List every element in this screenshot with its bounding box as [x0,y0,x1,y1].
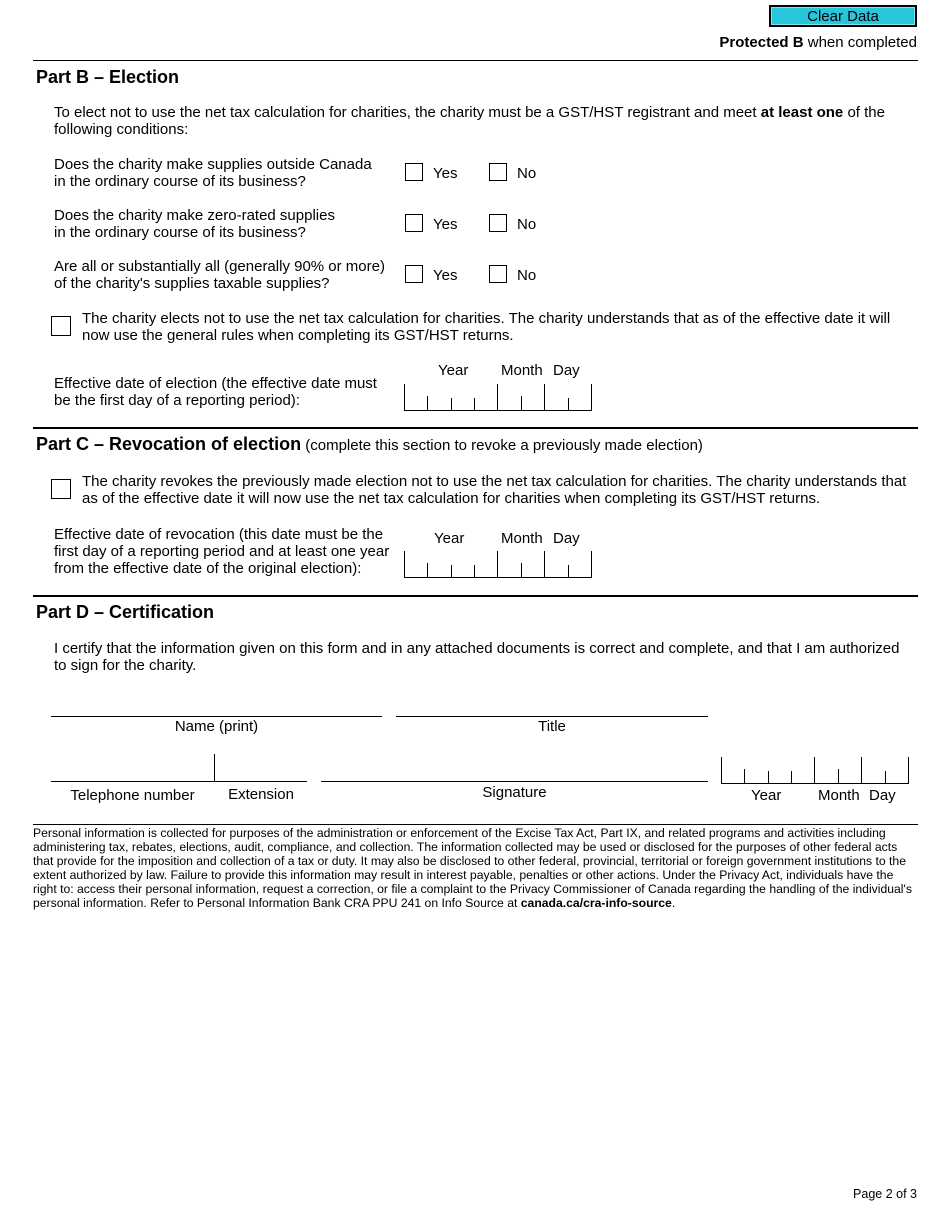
question-taxable-supplies-line2: of the charity's supplies taxable supplies? [54,275,330,292]
title-input[interactable] [396,716,708,717]
revocation-day-label: Day [553,530,580,547]
election-month-label: Month [501,362,543,379]
revocation-date-label-line3: from the effective date of the original election): [54,560,362,577]
election-date-label-line2: be the first day of a reporting period): [54,392,300,409]
certification-year-label: Year [751,787,782,804]
revocation-checkbox[interactable] [51,479,71,499]
election-year-label: Year [438,362,469,379]
taxable-supplies-no-checkbox[interactable] [489,265,507,283]
taxable-supplies-yes-checkbox[interactable] [405,265,423,283]
election-date-label [54,375,377,409]
part-c-title: Part C – Revocation of election [36,434,302,454]
revocation-year-label: Year [434,530,465,547]
part-b-intro [54,104,914,138]
privacy-end: . [671,896,676,910]
election-statement: The charity elects not to use the net tax calculation for charities. The charity understands that as of the effective date it will now use the general rules when completing its GST/HST returns. [82,310,891,344]
privacy-notice [33,826,918,910]
outside-canada-yes-label: Yes [433,165,458,182]
election-date-label-line1: Effective date of election (the effective date must [54,375,377,392]
part-c-heading [36,434,703,455]
election-checkbox[interactable] [51,316,71,336]
part-b-intro-bold: at least one [760,104,844,121]
certify-statement: I certify that the information given on this form and in any attached documents is correct and complete, and that I am authorized to sign for the charity. [54,640,900,674]
taxable-supplies-yes-label: Yes [433,267,458,284]
zero-rated-no-checkbox[interactable] [489,214,507,232]
privacy-divider [33,824,918,825]
revocation-date-input[interactable] [404,551,592,578]
zero-rated-yes-checkbox[interactable] [405,214,423,232]
question-outside-canada-line1: Does the charity make supplies outside Canada [54,156,372,173]
extension-label: Extension [228,786,294,803]
question-zero-rated-line1: Does the charity make zero-rated supplies [54,207,335,224]
part-b-intro-pre: To elect not to use the net tax calculation for charities, the charity must be a GST/HST registrant and meet [54,104,761,121]
election-day-label: Day [553,362,580,379]
question-taxable-supplies-line1: Are all or substantially all (generally 90% or more) [54,258,385,275]
page-number: Page 2 of 3 [853,1187,917,1201]
outside-canada-yes-checkbox[interactable] [405,163,423,181]
privacy-link[interactable]: canada.ca/cra-info-source [520,896,672,910]
title-label: Title [538,718,566,735]
header-divider [33,60,918,61]
telephone-label: Telephone number [70,787,195,804]
outside-canada-no-label: No [517,165,537,182]
revocation-month-label: Month [501,530,543,547]
extension-input[interactable] [215,781,307,782]
revocation-date-label [54,526,389,577]
part-c-note: (complete this section to revoke a previously made election) [301,437,703,454]
signature-input[interactable] [321,781,708,782]
signature-label: Signature [482,784,547,801]
protected-b-notice [719,34,917,51]
name-input[interactable] [51,716,382,717]
revocation-date-label-line2: first day of a reporting period and at least one year [54,543,390,560]
protected-b-label: Protected B [719,34,804,51]
election-date-input[interactable] [404,384,592,411]
certification-month-label: Month [818,787,860,804]
question-zero-rated-line2: in the ordinary course of its business? [54,224,306,241]
part-b-intro-post: of the following conditions: [54,104,885,138]
clear-data-button[interactable]: Clear Data [769,5,917,27]
question-outside-canada [54,156,372,190]
name-label: Name (print) [174,718,259,735]
outside-canada-no-checkbox[interactable] [489,163,507,181]
part-b-title: Part B – Election [36,67,180,87]
question-zero-rated [54,207,335,241]
telephone-extension-separator [214,754,215,782]
certification-day-label: Day [869,787,896,804]
telephone-input[interactable] [51,781,214,782]
part-d-divider [33,595,918,597]
protected-b-suffix: when completed [803,34,917,51]
part-c-divider [33,427,918,429]
zero-rated-no-label: No [517,216,537,233]
taxable-supplies-no-label: No [517,267,537,284]
privacy-text: Personal information is collected for purposes of the administration or enforcement of the Excise Tax Act, Part IX, and related programs and activities including administering tax, rebates, elections, audit, compliance, and collection. The information collected may be used or disclosed for the purposes of other federal acts that provide for the imposition and collection of a tax or duty. It may also be disclosed to other federal, provincial, territorial or foreign government institutions to the extent authorized by law. Failure to provide this information may result in interest payable, penalties or other actions. Under the Privacy Act, individuals have the right to: access their personal information, request a correction, or file a complaint to the Privacy Commissioner of Canada regarding the handling of the individual's personal information. Refer to Personal Information Bank CRA PPU 241 on Info Source at [33,826,912,910]
certification-date-input[interactable] [721,757,909,784]
question-outside-canada-line2: in the ordinary course of its business? [54,173,306,190]
revocation-date-label-line1: Effective date of revocation (this date must be the [54,526,384,543]
part-d-title: Part D – Certification [36,602,215,622]
revocation-statement: The charity revokes the previously made election not to use the net tax calculation for charities. The charity understands that as of the effective date it will now use the net tax calculation for charities when completing its GST/HST returns. [82,473,907,507]
zero-rated-yes-label: Yes [433,216,458,233]
question-taxable-supplies [54,258,385,292]
